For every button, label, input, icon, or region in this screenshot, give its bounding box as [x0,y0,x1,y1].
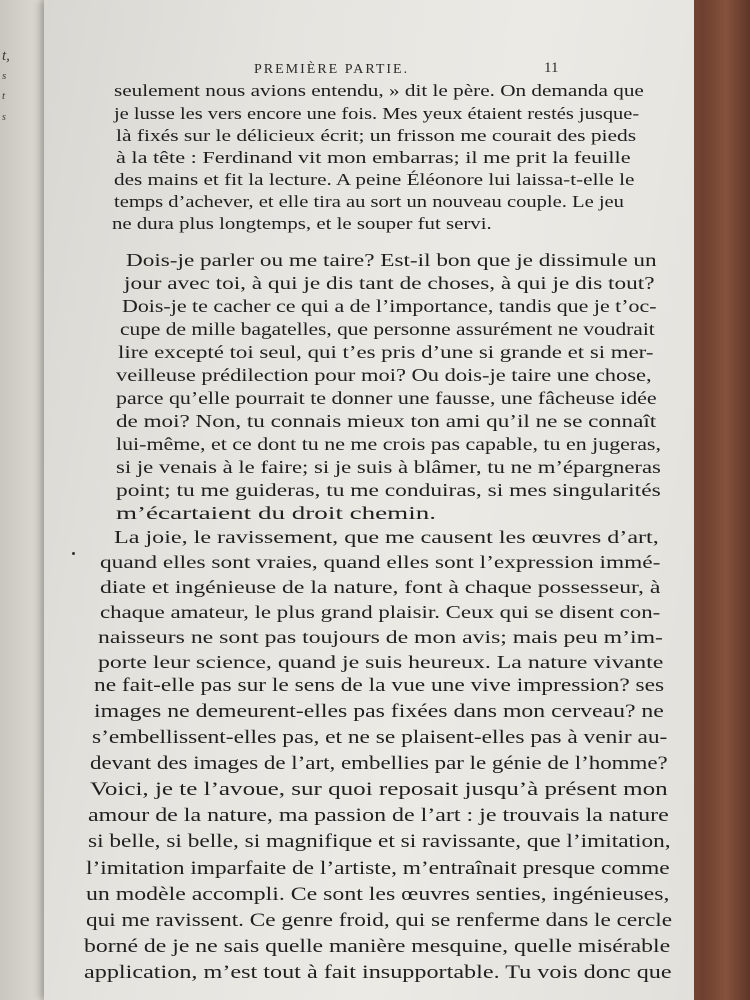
text-line: borné de je ne sais quelle manière mesquine, quelle misérable [84,937,671,958]
book-page [44,0,694,1000]
left-page-fragment: s [2,70,7,82]
text-line: chaque amateur, le plus grand plaisir. Ceux qui se disent con- [100,601,661,622]
page-number: 11 [544,60,559,76]
text-line: ne dura plus longtemps, et le souper fut servi. [112,213,492,233]
text-line: un modèle accompli. Ce sont les œuvres senties, ingénieuses, [86,885,670,906]
ink-speck [72,552,75,555]
text-line: m’écartaient du droit chemin. [116,503,437,524]
text-line: naisseurs ne sont pas toujours de mon avis; mais peu m’im- [98,626,663,647]
left-page-fragment: t, [2,48,10,64]
text-line: à la tête : Ferdinand vit mon embarras; il me prit la feuille [116,147,631,167]
text-line: si belle, si belle, si magnifique et si ravissante, que l’imitation, [88,832,671,853]
text-line: point; tu me guideras, tu me conduiras, si mes singularités [116,480,661,501]
text-line: cupe de mille bagatelles, que personne assurément ne voudrait [120,319,655,340]
text-line: application, m’est tout à fait insupportable. Tu vois donc que [84,963,672,984]
text-line: là fixés sur le délicieux écrit; un frisson me courait des pieds [116,125,637,145]
text-line: jour avec toi, à qui je dis tant de choses, à qui je dis tout? [124,273,655,294]
running-header: PREMIÈRE PARTIE. [254,62,410,77]
text-line: images ne demeurent-elles pas fixées dans mon cerveau? ne [94,702,664,723]
text-line: Dois-je te cacher ce qui a de l’importance, tandis que je t’oc- [122,296,657,317]
text-line: Voici, je te l’avoue, sur quoi reposait jusqu’à présent mon [90,780,668,801]
text-line: parce qu’elle pourrait te donner une fausse, une fâcheuse idée [116,388,657,409]
text-line: lire excepté toi seul, qui t’es pris d’une si grande et si mer- [118,342,654,363]
text-line: s’embellissent-elles pas, et ne se plaisent-elles pas à venir au- [92,728,668,749]
text-line: temps d’achever, et elle tira au sort un nouveau couple. Le jeu [114,191,624,211]
text-line: La joie, le ravissement, que me causent les œuvres d’art, [114,526,659,547]
text-line: je lusse les vers encore une fois. Mes yeux étaient restés jusque- [114,103,640,123]
text-line: seulement nous avions entendu, » dit le père. On demanda que [114,80,644,100]
text-line: porte leur science, quand je suis heureux. La nature vivante [98,651,664,672]
text-line: ne fait-elle pas sur le sens de la vue une vive impression? ses [94,676,665,697]
text-line: diate et ingénieuse de la nature, font à chaque possesseur, à [100,576,661,597]
text-line: quand elles sont vraies, quand elles sont l’expression immé- [100,551,661,572]
text-line: devant des images de l’art, embellies par le génie de l’homme? [90,754,668,775]
text-line: veilleuse prédilection pour moi? Ou dois-je taire une chose, [116,365,652,386]
text-line: qui me ravissent. Ce genre froid, qui se renferme dans le cercle [86,911,673,932]
text-line: de moi? Non, tu connais mieux ton ami qu’il ne se connaît [116,411,657,432]
left-page-fragment: s [2,112,6,123]
text-line: lui-même, et ce dont tu ne me crois pas capable, tu en jugeras, [116,434,661,455]
left-page-fragment: t [2,90,6,102]
text-line: l’imitation imparfaite de l’artiste, m’entraînait presque comme [86,859,670,880]
text-line: amour de la nature, ma passion de l’art : je trouvais la nature [88,806,669,827]
text-line: si je venais à le faire; si je suis à blâmer, tu ne m’épargneras [116,457,661,478]
text-line: Dois-je parler ou me taire? Est-il bon que je dissimule un [126,250,657,271]
text-line: des mains et fit la lecture. A peine Éléonore lui laissa-t-elle le [114,169,635,189]
